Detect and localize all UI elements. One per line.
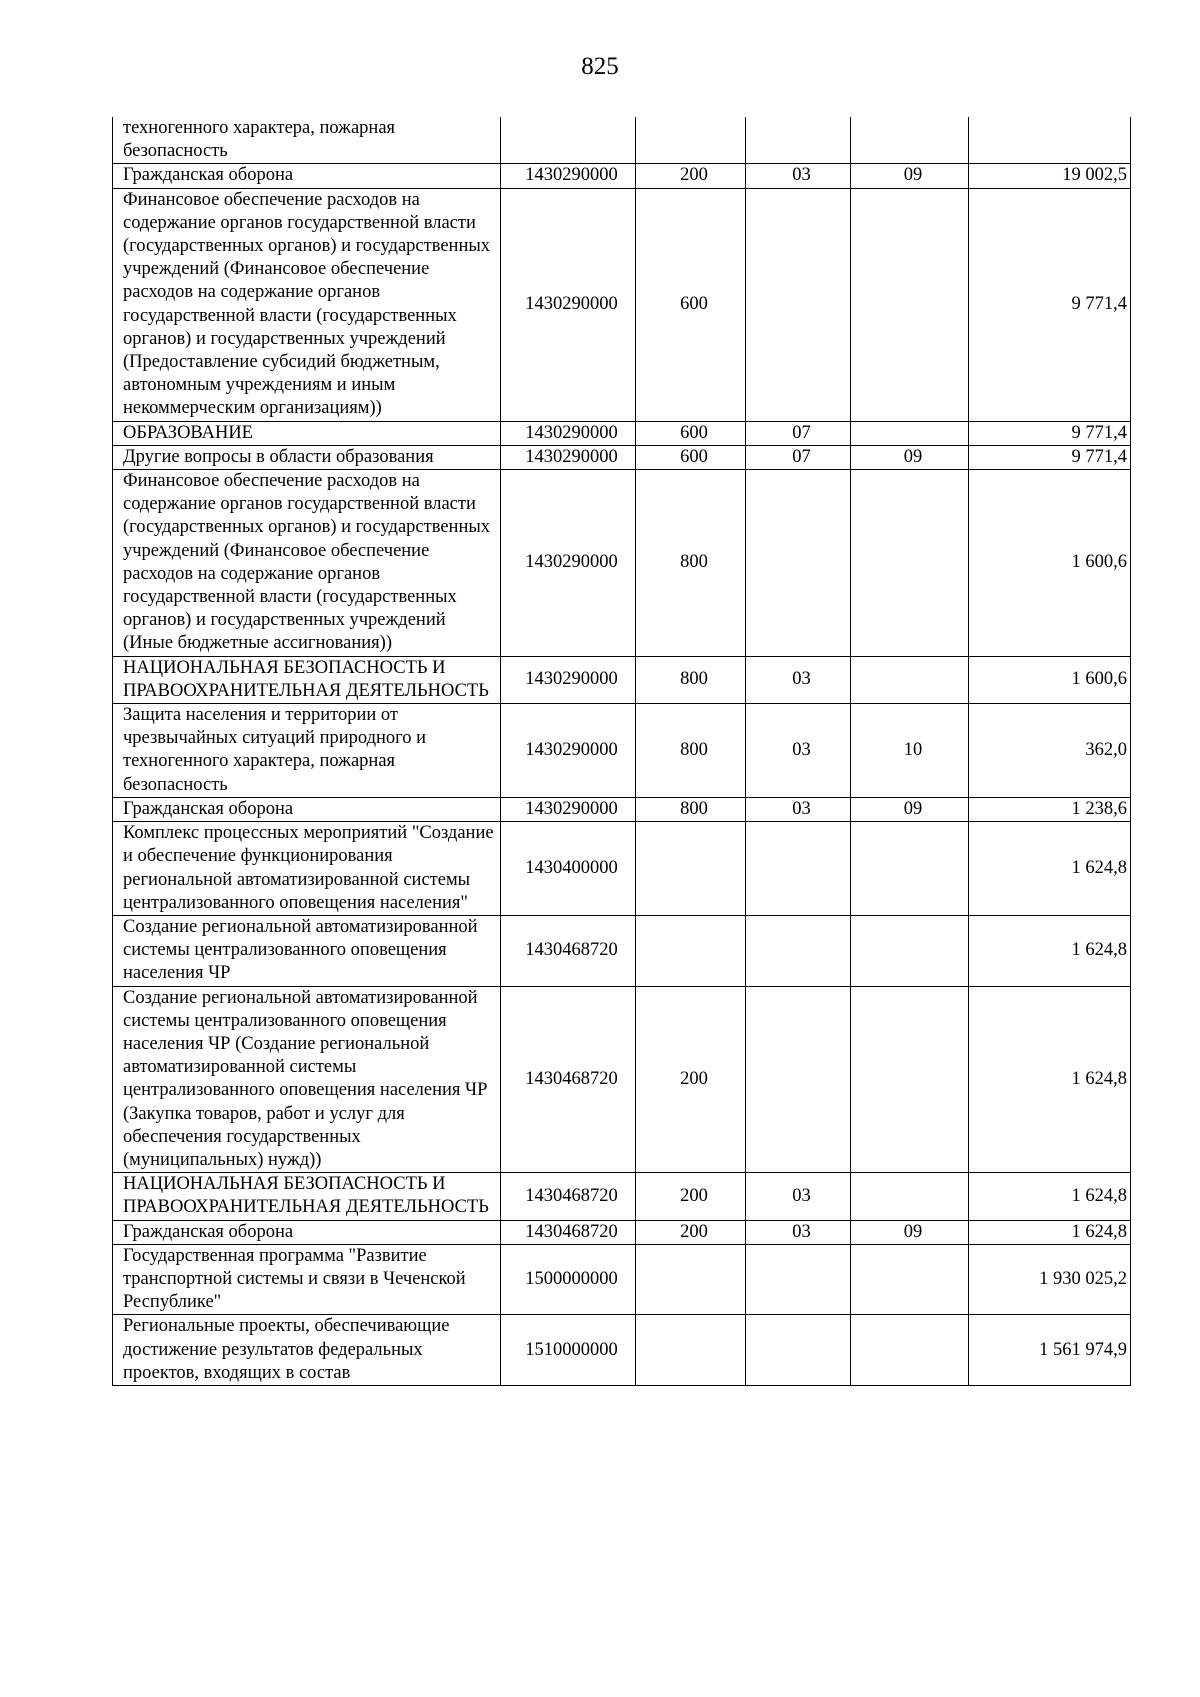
row-name: НАЦИОНАЛЬНАЯ БЕЗОПАСНОСТЬ И ПРАВООХРАНИТЕЛЬНАЯ ДЕЯТЕЛЬНОСТЬ	[113, 1173, 501, 1220]
row-sum: 1 624,8	[969, 822, 1131, 916]
row-sum: 1 600,6	[969, 656, 1131, 703]
row-csr: 1430468720	[501, 1173, 636, 1220]
row-name: Финансовое обеспечение расходов на содержание органов государственной власти (государственных органов) и государственных учреждений (Финансовое обеспечение расходов на содержание органов государственной власти (государственных органов) и государственных учреждений (Предоставление субсидий бюджетным, автономным учреждениям и иным некоммерческим организациям))	[113, 188, 501, 421]
page-number: 825	[581, 53, 619, 80]
row-csr: 1430290000	[501, 164, 636, 188]
row-csr	[501, 117, 636, 164]
table-row	[113, 797, 1131, 821]
row-pr	[851, 1315, 969, 1386]
row-vr: 200	[636, 164, 746, 188]
row-vr	[636, 1244, 746, 1315]
row-rz: 03	[746, 164, 851, 188]
row-vr	[636, 117, 746, 164]
row-vr: 800	[636, 656, 746, 703]
table-row	[113, 470, 1131, 657]
row-sum: 9 771,4	[969, 188, 1131, 421]
row-vr: 800	[636, 704, 746, 798]
row-sum	[969, 117, 1131, 164]
row-vr	[636, 915, 746, 986]
row-pr	[851, 470, 969, 657]
row-sum: 1 624,8	[969, 1220, 1131, 1244]
row-rz	[746, 117, 851, 164]
row-vr: 800	[636, 470, 746, 657]
row-pr	[851, 421, 969, 445]
row-pr	[851, 656, 969, 703]
row-pr	[851, 188, 969, 421]
row-pr: 09	[851, 1220, 969, 1244]
row-name: Региональные проекты, обеспечивающие достижение результатов федеральных проектов, входящих в состав	[113, 1315, 501, 1386]
table-row	[113, 915, 1131, 986]
row-rz: 03	[746, 1220, 851, 1244]
row-name: Государственная программа "Развитие транспортной системы и связи в Чеченской Республике"	[113, 1244, 501, 1315]
table-row	[113, 656, 1131, 703]
table-row	[113, 1315, 1131, 1386]
table-row	[113, 1220, 1131, 1244]
row-rz	[746, 470, 851, 657]
row-csr: 1430290000	[501, 445, 636, 469]
row-rz	[746, 188, 851, 421]
row-pr	[851, 117, 969, 164]
row-csr: 1430290000	[501, 797, 636, 821]
row-vr: 200	[636, 986, 746, 1173]
row-pr: 10	[851, 704, 969, 798]
row-vr: 200	[636, 1220, 746, 1244]
row-vr: 600	[636, 445, 746, 469]
row-pr	[851, 822, 969, 916]
row-sum: 1 624,8	[969, 986, 1131, 1173]
budget-table	[112, 117, 1131, 1386]
row-sum: 1 930 025,2	[969, 1244, 1131, 1315]
row-name: НАЦИОНАЛЬНАЯ БЕЗОПАСНОСТЬ И ПРАВООХРАНИТЕЛЬНАЯ ДЕЯТЕЛЬНОСТЬ	[113, 656, 501, 703]
row-name: Гражданская оборона	[113, 164, 501, 188]
row-csr: 1430290000	[501, 421, 636, 445]
row-csr: 1430468720	[501, 986, 636, 1173]
row-name: Гражданская оборона	[113, 797, 501, 821]
row-csr: 1430290000	[501, 188, 636, 421]
row-vr: 200	[636, 1173, 746, 1220]
row-sum: 1 238,6	[969, 797, 1131, 821]
row-rz	[746, 1244, 851, 1315]
table-row	[113, 822, 1131, 916]
row-rz: 03	[746, 1173, 851, 1220]
row-rz: 07	[746, 421, 851, 445]
row-vr	[636, 1315, 746, 1386]
row-pr	[851, 986, 969, 1173]
row-pr	[851, 1244, 969, 1315]
row-pr: 09	[851, 797, 969, 821]
row-rz: 03	[746, 797, 851, 821]
row-vr	[636, 822, 746, 916]
table-row	[113, 445, 1131, 469]
row-vr: 600	[636, 421, 746, 445]
row-sum: 19 002,5	[969, 164, 1131, 188]
row-csr: 1430290000	[501, 470, 636, 657]
row-name: Комплекс процессных мероприятий "Создание и обеспечение функционирования региональной автоматизированной системы централизованного оповещения населения"	[113, 822, 501, 916]
row-csr: 1500000000	[501, 1244, 636, 1315]
row-rz	[746, 915, 851, 986]
row-sum: 1 624,8	[969, 1173, 1131, 1220]
row-name: Создание региональной автоматизированной системы централизованного оповещения населения ЧР	[113, 915, 501, 986]
row-rz: 07	[746, 445, 851, 469]
row-csr: 1510000000	[501, 1315, 636, 1386]
table-row	[113, 1244, 1131, 1315]
row-sum: 362,0	[969, 704, 1131, 798]
row-vr: 800	[636, 797, 746, 821]
row-vr: 600	[636, 188, 746, 421]
row-csr: 1430290000	[501, 656, 636, 703]
row-sum: 1 561 974,9	[969, 1315, 1131, 1386]
row-pr	[851, 1173, 969, 1220]
row-csr: 1430468720	[501, 915, 636, 986]
row-pr	[851, 915, 969, 986]
row-name: Гражданская оборона	[113, 1220, 501, 1244]
table-row	[113, 1173, 1131, 1220]
table-row	[113, 188, 1131, 421]
budget-table-body	[113, 117, 1131, 1385]
table-row	[113, 986, 1131, 1173]
row-csr: 1430290000	[501, 704, 636, 798]
table-row	[113, 164, 1131, 188]
row-rz	[746, 986, 851, 1173]
row-rz: 03	[746, 704, 851, 798]
row-sum: 1 600,6	[969, 470, 1131, 657]
table-row	[113, 117, 1131, 164]
row-name: ОБРАЗОВАНИЕ	[113, 421, 501, 445]
row-csr: 1430400000	[501, 822, 636, 916]
row-rz	[746, 822, 851, 916]
row-pr: 09	[851, 445, 969, 469]
row-rz: 03	[746, 656, 851, 703]
row-name: Создание региональной автоматизированной системы централизованного оповещения населения ЧР (Создание региональной автоматизированной системы централизованного оповещения населения ЧР (Закупка товаров, работ и услуг для обеспечения государственных (муниципальных) нужд))	[113, 986, 501, 1173]
row-name: Защита населения и территории от чрезвычайных ситуаций природного и техногенного характера, пожарная безопасность	[113, 704, 501, 798]
table-row	[113, 704, 1131, 798]
row-rz	[746, 1315, 851, 1386]
row-name: техногенного характера, пожарная безопасность	[113, 117, 501, 164]
row-name: Финансовое обеспечение расходов на содержание органов государственной власти (государственных органов) и государственных учреждений (Финансовое обеспечение расходов на содержание органов государственной власти (государственных органов) и государственных учреждений (Иные бюджетные ассигнования))	[113, 470, 501, 657]
row-sum: 1 624,8	[969, 915, 1131, 986]
row-name: Другие вопросы в области образования	[113, 445, 501, 469]
row-pr: 09	[851, 164, 969, 188]
row-csr: 1430468720	[501, 1220, 636, 1244]
table-row	[113, 421, 1131, 445]
row-sum: 9 771,4	[969, 445, 1131, 469]
row-sum: 9 771,4	[969, 421, 1131, 445]
